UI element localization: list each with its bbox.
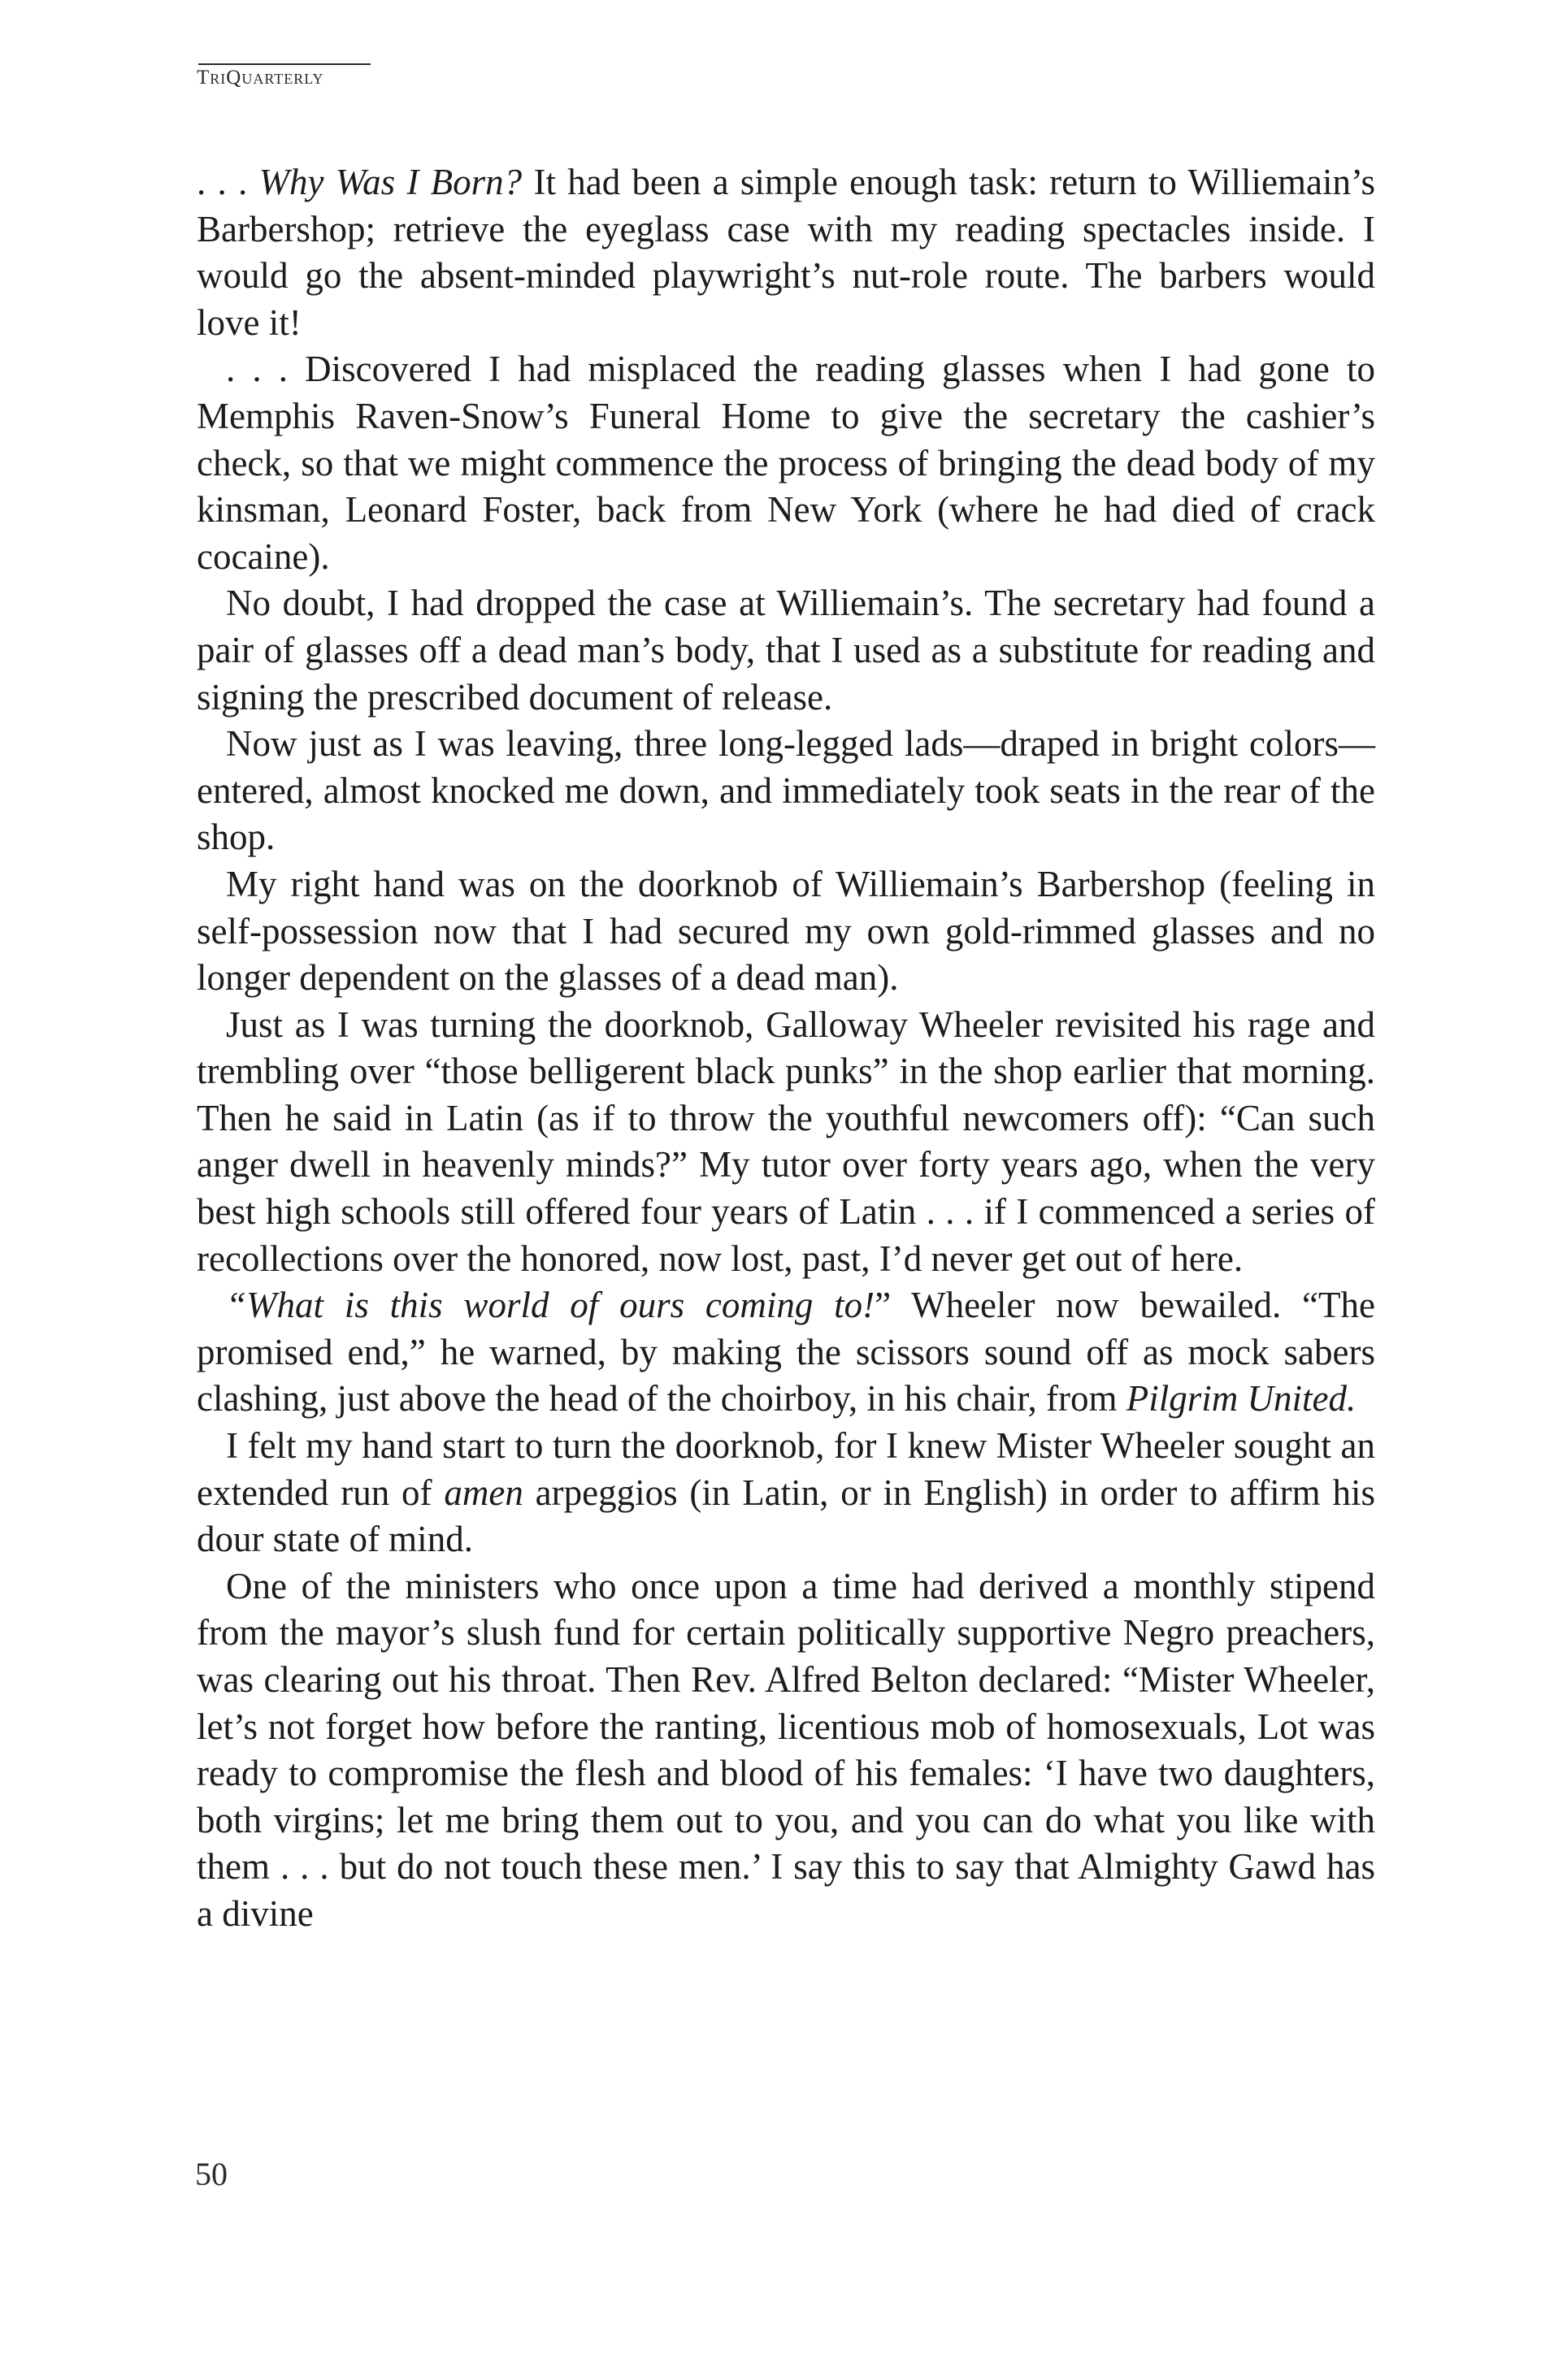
text-segment: ” Wheeler now bewailed. “The promised end,” he warned, by making the scissors sound off as mock sabers clashing, just above the head of the choirboy, in his chair, from	[197, 1285, 1375, 1420]
text-segment: One of the ministers who once upon a time had derived a monthly stipend from the mayor’s slush fund for certain politically supportive Negro preachers, was clearing out his throat. Then Rev. Alfred Belton declared: “Mister Wheeler, let’s not forget how before the ranting, licentious mob of homosexuals, Lot was ready to compromise the flesh and blood of his females: ‘I have two daughters, both virgins; let me bring them out to you, and you can do what you like with them . . . but do not touch these men.’ I say this to say that Almighty Gawd has a divine	[197, 1565, 1375, 1934]
text-segment: Now just as I was leaving, three long-legged lads—draped in bright colors—entered, almost knocked me down, and immediately took seats in the rear of the shop.	[197, 723, 1375, 858]
text-segment: . . .	[197, 162, 259, 202]
text-segment: I felt my hand start to turn the doorknob, for I knew Mister Wheeler sought an extended run of	[197, 1425, 1375, 1513]
italic-word: amen	[444, 1472, 523, 1513]
paragraph	[197, 1002, 1375, 1283]
paragraph	[197, 1563, 1375, 1938]
paragraph	[197, 861, 1375, 1002]
paragraph	[197, 1423, 1375, 1563]
italic-quote: “What is this world of ours coming to!	[226, 1285, 875, 1326]
paragraph	[197, 721, 1375, 861]
body-text	[197, 159, 1375, 1938]
page-number: 50	[195, 2156, 228, 2192]
text-segment: No doubt, I had dropped the case at Williemain’s. The secretary had found a pair of glasses off a dead man’s body, that I used as a substitute for reading and signing the prescribed document of release.	[197, 583, 1375, 717]
text-segment: Just as I was turning the doorknob, Galloway Wheeler revisited his rage and trembling over “those belligerent black punks” in the shop earlier that morning. Then he said in Latin (as if to throw the youthful newcomers off): “Can such anger dwell in heavenly minds?” My tutor over forty years ago, when the very best high schools still offered four years of Latin . . . if I commenced a series of recollections over the honored, now lost, past, I’d never get out of here.	[197, 1004, 1375, 1279]
text-segment: . . . Discovered I had misplaced the reading glasses when I had gone to Memphis Raven-Snow’s Funeral Home to give the secretary the cashier’s check, so that we might commence the process of bringing the dead body of my kinsman, Leonard Foster, back from New York (where he had died of crack cocaine).	[197, 349, 1375, 577]
italic-title: Why Was I Born?	[258, 162, 523, 202]
running-head: TriQuarterly	[197, 67, 324, 89]
paragraph	[197, 346, 1375, 580]
text-segment: arpeggios (in Latin, or in English) in order to affirm his dour state of mind.	[197, 1472, 1375, 1560]
text-segment: My right hand was on the doorknob of Williemain’s Barbershop (feeling in self-possession now that I had secured my own gold-rimmed glasses and no longer dependent on the glasses of a dead man).	[197, 863, 1375, 999]
running-head-rule	[198, 63, 371, 65]
italic-name: Pilgrim United.	[1126, 1378, 1356, 1420]
paragraph	[197, 159, 1375, 346]
text-segment: It had been a simple enough task: return to Williemain’s Barbershop; retrieve the eyeglass case with my reading spectacles inside. I would go the absent-minded playwright’s nut-role route. The barbers would love it!	[197, 162, 1376, 343]
paragraph	[197, 1282, 1375, 1423]
paragraph	[197, 580, 1375, 721]
